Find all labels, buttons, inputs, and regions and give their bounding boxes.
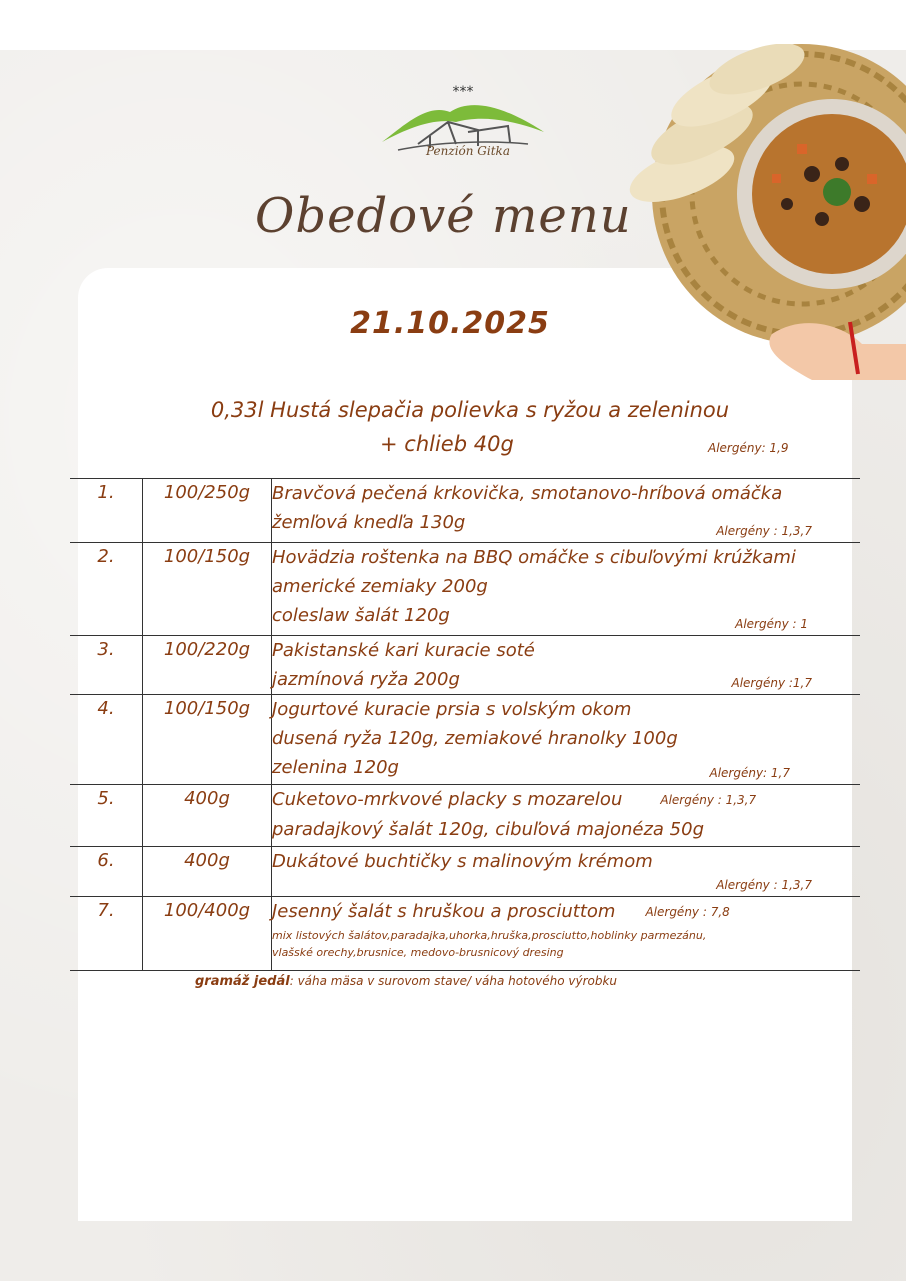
item-line: Hovädzia roštenka na BBQ omáčke s cibuľovými krúžkami [272,547,796,568]
item-allergens: Alergény : 7,8 [645,904,730,919]
page-title: Obedové menu [255,188,632,244]
table-row [70,543,860,636]
penzion-logo-icon [378,82,548,177]
item-line: Bravčová pečená krkovička, smotanovo-hríbová omáčka [272,483,783,504]
item-description [272,897,861,971]
table-row [70,479,860,543]
item-allergens: Alergény : 1 [735,617,808,631]
item-weight: 100/150g [143,695,272,785]
item-line: Jogurtové kuracie prsia s volským okom [272,699,632,720]
soup-name: 0,33l Hustá slepačia polievka s ryžou a zeleninou [210,398,730,422]
item-weight: 400g [143,785,272,847]
item-detail: mix listových šalátov,paradajka,uhorka,hruška,prosciutto,hoblinky parmezánu, [272,928,707,942]
item-line-text: Cuketovo-mrkvové placky s mozarelou [272,789,623,810]
item-allergens: Alergény :1,7 [731,676,812,690]
item-description [272,636,861,695]
item-allergens: Alergény : 1,3,7 [716,524,812,538]
item-number: 7. [70,897,143,971]
item-description [272,847,861,897]
item-description [272,479,861,543]
item-allergens: Alergény : 1,3,7 [660,792,757,807]
menu-table [70,478,860,971]
item-line: paradajkový šalát 120g, cibuľová majonéza 50g [272,818,704,840]
item-weight: 100/250g [143,479,272,543]
item-number: 2. [70,543,143,636]
item-weight: 400g [143,847,272,897]
item-line-text: Jesenný šalát s hruškou a prosciuttom [272,901,616,922]
item-line: Dukátové buchtičky s malinovým krémom [272,851,653,872]
table-row [70,695,860,785]
item-line: žemľová knedľa 130g [272,512,466,533]
item-weight: 100/220g [143,636,272,695]
footnote-text: : váha mäsa v surovom stave/ váha hotového výrobku [289,974,618,988]
item-allergens: Alergény: 1,7 [709,766,790,780]
soup-photo-image [612,44,906,380]
item-line [272,785,860,815]
table-row [70,897,860,971]
item-number: 3. [70,636,143,695]
item-number: 6. [70,847,143,897]
item-number: 4. [70,695,143,785]
item-line: coleslaw šalát 120g [272,605,450,626]
item-line: americké zemiaky 200g [272,576,488,597]
logo-stars: *** [452,84,474,100]
item-allergens: Alergény : 1,3,7 [716,878,812,892]
item-line [272,897,860,927]
table-row [70,636,860,695]
soup-allergens: Alergény: 1,9 [708,441,789,455]
table-row [70,847,860,897]
logo-name: Penzión Gitka [426,144,510,158]
item-description [272,785,861,847]
item-line: zelenina 120g [272,757,399,778]
item-line: Pakistanské kari kuracie soté [272,640,535,661]
soup-side: + chlieb 40g [380,432,514,456]
item-line: jazmínová ryža 200g [272,669,460,690]
item-line: dusená ryža 120g, zemiakové hranolky 100g [272,728,678,749]
item-weight: 100/400g [143,897,272,971]
weight-footnote [195,974,617,989]
item-detail: vlašské orechy,brusnice, medovo-brusnicový dresing [272,945,564,959]
footnote-label: gramáž jedál [195,974,290,989]
item-number: 1. [70,479,143,543]
menu-date: 21.10.2025 [350,306,550,341]
item-number: 5. [70,785,143,847]
item-description [272,543,861,636]
item-weight: 100/150g [143,543,272,636]
table-row [70,785,860,847]
item-description [272,695,861,785]
